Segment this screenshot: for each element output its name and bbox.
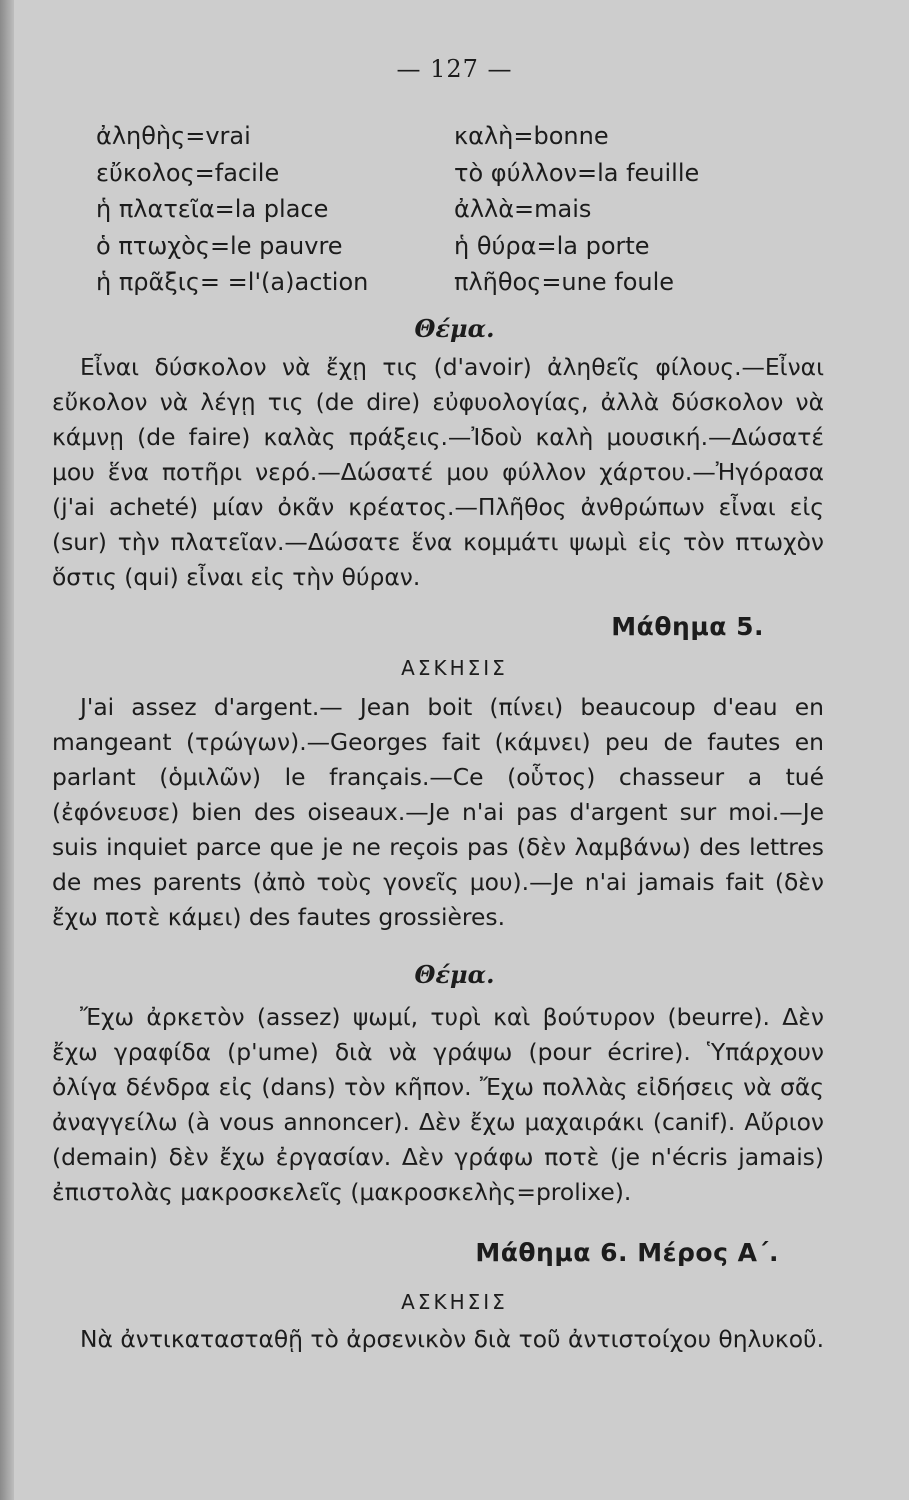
- vocab-entry: εὔκολος=facile: [96, 158, 280, 187]
- vocab-entry: καλὴ=bonne: [454, 122, 609, 150]
- vocab-entry: ἡ πρᾶξις= =l'(a)action: [96, 268, 369, 296]
- exercise-text: Νὰ ἀντικατασταθῇ τὸ ἀρσενικὸν διὰ τοῦ ἀντιστοίχου θηλυκοῦ.: [80, 1325, 825, 1353]
- exercise-heading: ΑΣΚΗΣΙΣ: [401, 656, 508, 680]
- page-number: — 127 —: [396, 55, 513, 83]
- page-binding-shadow: [0, 0, 14, 1500]
- vocab-entry: ἀληθὴς=vrai: [96, 122, 251, 150]
- thema-text: Ἔχω ἀρκετὸν (assez) ψωμί, τυρὶ καὶ βούτυρον (beurre). Δὲν ἔχω γραφίδα (p'ume) διὰ νὰ γράψω (pour écrire). Ὑπάρχουν ὀλίγα δένδρα εἰς (dans) τὸν κῆπον. Ἔχω πολλὰς εἰδήσεις νὰ σᾶς ἀναγγείλω (à vous annoncer). Δὲν ἔχω μαχαιράκι (canif). Αὔριον (demain) δὲν ἔχω ἐργασίαν. Δὲν γράφω ποτὲ (je n'écris jamais) ἐπιστολὰς μακροσκελεῖς (μακροσκελὴς=prolixe).: [52, 1003, 824, 1206]
- thema-text: Εἶναι δύσκολον νὰ ἔχῃ τις (d'avoir) ἀληθεῖς φίλους.—Εἶναι εὔκολον νὰ λέγῃ τις (de dire) εὐφυολογίας, ἀλλὰ δύσκολον νὰ κάμνῃ (de faire) καλὰς πράξεις.—Ἰδοὺ καλὴ μουσική.—Δώσατέ μου ἕνα ποτῆρι νερό.—Δώσατέ μου φύλλον χάρτου.—Ἠγόρασα (j'ai acheté) μίαν ὀκᾶν κρέατος.—Πλῆθος ἀνθρώπων εἶναι εἰς (sur) τὴν πλατεῖαν.—Δώσατε ἕνα κομμάτι ψωμὶ εἰς τὸν πτωχὸν ὅστις (qui) εἶναι εἰς τὴν θύραν.: [52, 353, 824, 591]
- vocab-entry: πλῆθος=une foule: [454, 268, 675, 296]
- vocabulary-right-column: [454, 118, 699, 301]
- vocab-entry: τὸ φύλλον=la feuille: [454, 158, 700, 187]
- vocab-entry: ὁ πτωχὸς=le pauvre: [96, 231, 343, 260]
- lesson-5-title: Μάθημα 5.: [611, 612, 764, 641]
- exercise-heading: ΑΣΚΗΣΙΣ: [401, 1290, 508, 1314]
- vocabulary-list: [96, 118, 829, 301]
- thema-heading: Θέμα.: [414, 314, 495, 343]
- vocabulary-left-column: [96, 118, 454, 301]
- lesson-6-title: Μάθημα 6. Μέρος Α΄.: [475, 1238, 779, 1267]
- exercise-text: J'ai assez d'argent.— Jean boit (πίνει) beaucoup d'eau en mangeant (τρώγων).—Georges fait (κάμνει) peu de fautes en parlant (ὁμιλῶν) le français.—Ce (οὗτος) chasseur a tué (ἐφόνευσε) bien des oiseaux.—Je n'ai pas d'argent sur moi.—Je suis inquiet parce que je ne reçois pas (δὲν λαμβάνω) des lettres de mes parents (ἀπὸ τοὺς γονεῖς μου).—Je n'ai jamais fait (δὲν ἔχω ποτὲ κάμει) des fautes grossières.: [52, 693, 824, 931]
- vocab-entry: ἡ θύρα=la porte: [454, 231, 650, 260]
- vocab-entry: ἀλλὰ=mais: [454, 195, 592, 223]
- vocab-entry: ἡ πλατεῖα=la place: [96, 195, 329, 223]
- thema-heading: Θέμα.: [414, 960, 495, 989]
